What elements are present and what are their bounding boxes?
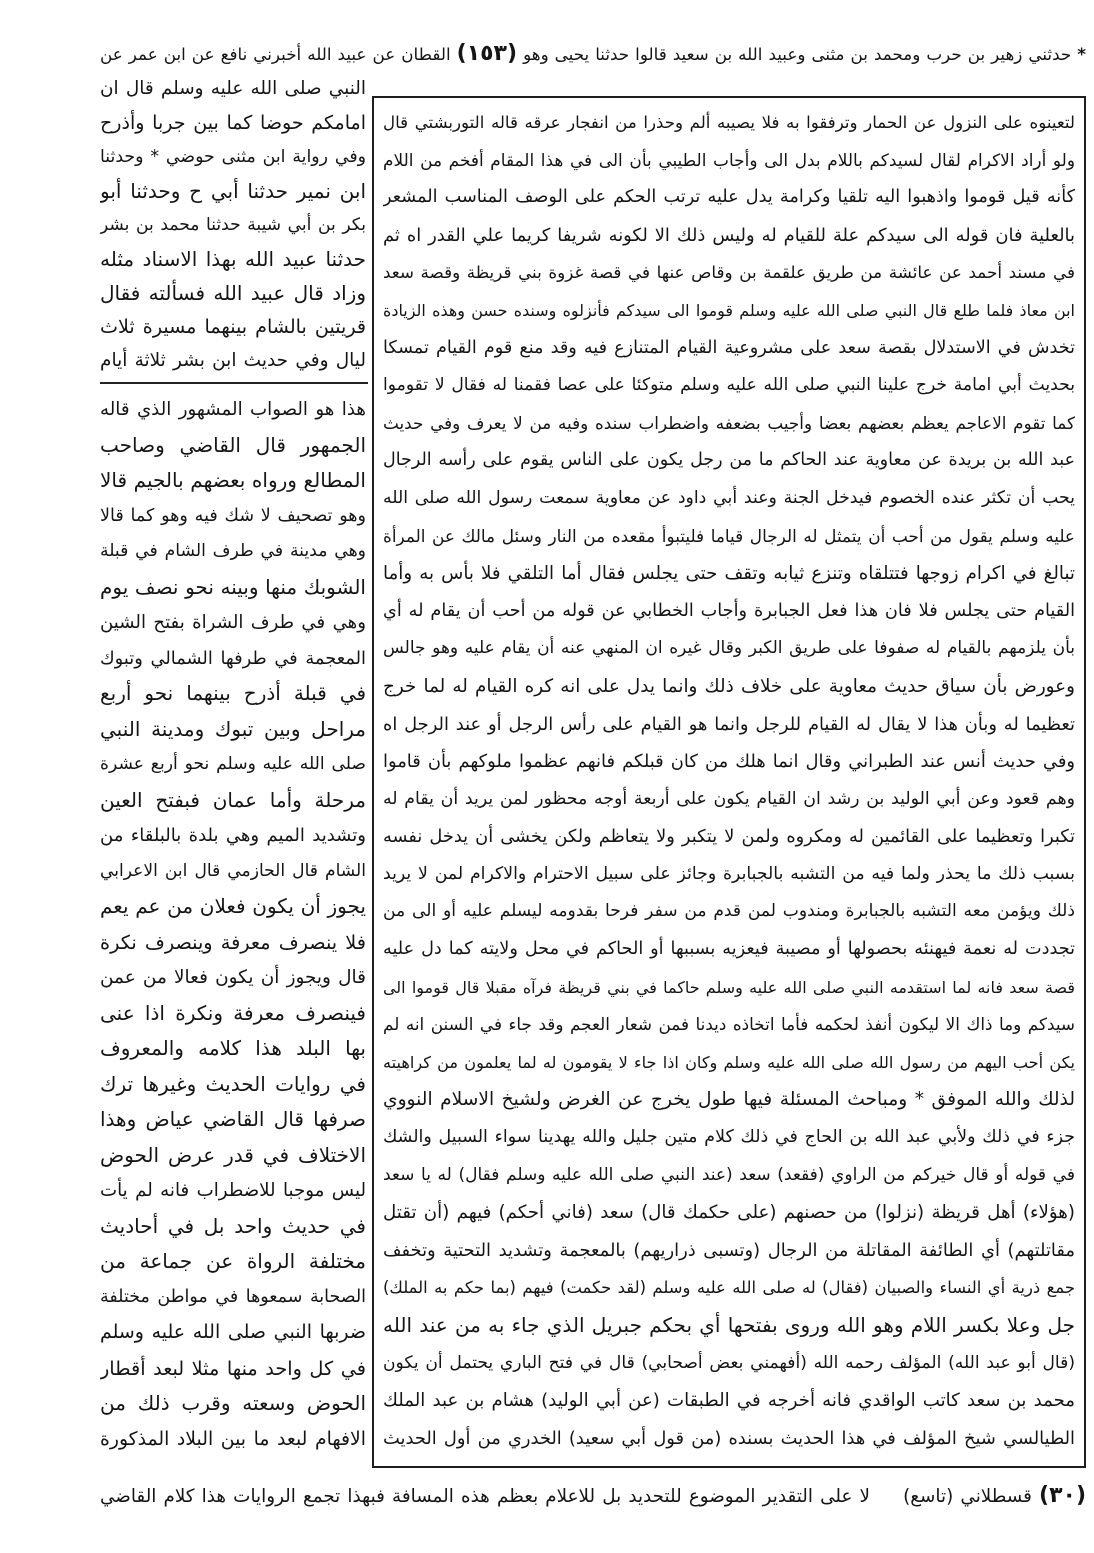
nawawi-commentary-line	[100, 747, 366, 783]
main-commentary-line-text: جمع ذرية أي النساء والصبيان (فقال) له صلى الله عليه وسلم (لقد حكمت) فيهم (بما حكم به الملك)	[383, 1278, 1075, 1298]
muslim-text-line	[100, 208, 366, 242]
nawawi-commentary-line-text: وهو تصحيف لا شك فيه وهو كما قالا	[100, 505, 366, 526]
muslim-text-line-text: بكر بن أبي شيبة حدثنا محمد بن بشر	[100, 215, 366, 235]
main-commentary-line	[383, 818, 1075, 856]
main-commentary-line	[383, 1157, 1075, 1195]
main-commentary-line	[383, 518, 1075, 556]
nawawi-commentary-line	[100, 1386, 366, 1422]
main-commentary-line	[383, 217, 1075, 255]
main-commentary-line-text: القيام حتى يجلس فلا فان هذا فعل الجبابرة وأجاب الخطابي عن قوله من أحب أن يقام له أي	[383, 600, 1075, 621]
muslim-text-line	[100, 106, 366, 140]
muslim-text-line	[100, 140, 366, 174]
nawawi-commentary-line-text: ضربها النبي صلى الله عليه وسلم	[100, 1321, 366, 1343]
main-commentary-line-text: (قال أبو عبد الله) المؤلف رحمه الله (أفهمني بعض أصحابي) قال في فتح الباري يحتمل أن يكون	[383, 1352, 1075, 1373]
main-commentary-line-text: جزء في ذلك ولأبي عبد الله بن الحاج في ذلك كلام متين جليل والله يهدينا سواء السبيل والشك	[383, 1127, 1075, 1148]
nawawi-commentary-line	[100, 1031, 366, 1067]
signature-name: قسطلاني	[960, 1486, 1032, 1507]
nawawi-commentary-line	[100, 889, 366, 925]
main-commentary-line-text: بحديث أبي امامة خرج علينا النبي صلى الله عليه وسلم متوكئا على عصا فقمنا له فقال لا تقوموا	[383, 375, 1075, 396]
muslim-text-line	[100, 344, 366, 378]
page-footer-content	[100, 1483, 1086, 1508]
signature-number: (٣٠)	[1039, 1483, 1086, 1508]
nawawi-commentary-block	[100, 392, 366, 1457]
muslim-text-line-text: حدثنا عبيد الله بهذا الاسناد مثله	[100, 247, 366, 271]
left-column-divider	[100, 382, 368, 384]
nawawi-commentary-line	[100, 960, 366, 996]
main-commentary-line-text: تخدش في الاستدلال بقصة سعد على مشروعية القيام المتنازع فيه وقد منع قوم القيام تمسكا	[383, 337, 1075, 358]
main-commentary-line-text: لتعينوه على النزول عن الحمار وترفقوا به فلا يصيبه ألم وحذرا من انفجار عرقه قاله التوربشتي قال	[383, 113, 1075, 132]
page-header-content	[100, 41, 1086, 66]
nawawi-commentary-line-text: في قبلة أذرح بينهما نحو أربع	[100, 681, 366, 705]
nawawi-commentary-line	[100, 1422, 366, 1458]
main-commentary-line	[383, 292, 1075, 330]
nawawi-commentary-line	[100, 1280, 366, 1316]
nawawi-commentary-line	[100, 641, 366, 677]
main-commentary-line-text: جل وعلا بكسر اللام وهو الله وروى بفتحها أي بحكم جبريل الذي جاء به من عند الله	[383, 1313, 1075, 1337]
nawawi-commentary-line-text: الافهام لبعد ما بين البلاد المذكورة	[100, 1428, 366, 1450]
main-commentary-line-text: لذلك والله الموفق * ومباحث المسئلة فيها طول يخرج عن الغرض ولشيخ الاسلام النووي	[383, 1089, 1075, 1111]
main-commentary-line	[383, 1006, 1075, 1044]
nawawi-commentary-line	[100, 818, 366, 854]
main-commentary-line	[383, 1345, 1075, 1383]
nawawi-commentary-line-text: المطالع ورواه بعضهم بالجيم قالا	[100, 468, 366, 492]
nawawi-commentary-line	[100, 1067, 366, 1103]
main-commentary-line	[383, 442, 1075, 480]
nawawi-commentary-line-text: المعجمة في طرفها الشمالي وتبوك	[100, 647, 366, 669]
page-number: (١٥٣)	[456, 41, 518, 66]
muslim-text-line	[100, 72, 366, 106]
muslim-text-line-text: امامكم حوضا كما بين جربا وأذرح	[100, 112, 366, 134]
nawawi-commentary-line-text: الصحابة سمعوها في مواطن مختلفة	[100, 1286, 366, 1307]
main-commentary-line-text: مقاتلتهم) أي الطائفة المقاتلة من الرجال (وتسبى ذراريهم) بالمعجمة وتشديد التحتية وتخفف	[383, 1239, 1075, 1261]
main-commentary-line-text: سيدكم وما ذاك الا ليكون أنفذ لحكمه فأما اتخاذه ديدنا فمن شعار العجم وقد جاء في السنن انه لم	[383, 1014, 1075, 1035]
main-commentary-line-text: تكبرا وتعظيما على القائمين له ومكروه ولمن لا يتكبر ولا يتعاظم ولكن يخشى أن يدخل نفسه	[383, 826, 1075, 848]
nawawi-commentary-line	[100, 463, 366, 499]
nawawi-commentary-line-text: بها البلد هذا كلامه والمعروف	[100, 1036, 366, 1060]
main-commentary-line	[383, 893, 1075, 931]
nawawi-commentary-line-text: في كل واحد منها مثلا لبعد أقطار	[100, 1356, 366, 1380]
main-commentary-line	[383, 668, 1075, 706]
muslim-text-line-text: ليال وفي حديث ابن بشر ثلاثة أيام	[100, 350, 366, 371]
nawawi-commentary-line-text: الحوض وسعته وقرب ذلك من	[100, 1391, 366, 1415]
footer-text: لا على التقدير الموضوع للتحديد بل للاعلام بعظم هذه المسافة فبهذا تجمع الروايات هذا كلام القاضي	[100, 1486, 870, 1507]
main-commentary-line	[383, 254, 1075, 292]
main-commentary-line	[383, 856, 1075, 894]
muslim-text-line	[100, 310, 366, 344]
main-commentary-line-text: في مسند أحمد عن عائشة من طريق علقمة بن وقاص عنها في قصة غزوة بني قريظة وقصة سعد	[383, 262, 1075, 283]
nawawi-commentary-line	[100, 1315, 366, 1351]
muslim-text-line-text: وزاد قال عبيد الله فسألته فقال	[100, 281, 366, 305]
main-commentary-line-text: وعورض بأن سياق حديث معاوية على خلاف ذلك وانما يدل على انه كره القيام له لما خرج	[383, 675, 1075, 697]
nawawi-commentary-line-text: الشوبك منها وبينه نحو نصف يوم	[100, 574, 366, 599]
volume-label: (تاسع)	[903, 1486, 954, 1507]
nawawi-commentary-line-text: مختلفة الرواة عن جماعة من	[100, 1249, 366, 1273]
main-commentary-line-text: كما تقوم الاعاجم يعظم بعضهم بعضا وأجيب بضعفه واضطراب سنده وفيه من لا يعرف وفي حديث	[383, 412, 1075, 433]
nawawi-commentary-line-text: الاختلاف في قدر عرض الحوض	[100, 1142, 366, 1167]
main-commentary-box	[372, 96, 1086, 1468]
nawawi-commentary-line	[100, 712, 366, 748]
main-commentary-line	[383, 179, 1075, 217]
nawawi-commentary-line	[100, 1138, 366, 1174]
nawawi-commentary-line-text: الجمهور قال القاضي وصاحب	[100, 432, 366, 457]
nawawi-commentary-line	[100, 783, 366, 819]
nawawi-commentary-line-text: وتشديد الميم وهي بلدة بالبلقاء من	[100, 825, 366, 846]
main-commentary-line	[383, 743, 1075, 781]
nawawi-commentary-line	[100, 499, 366, 535]
nawawi-commentary-line-text: فلا ينصرف معرفة وينصرف نكرة	[100, 930, 366, 954]
nawawi-commentary-line	[100, 854, 366, 890]
main-commentary-line	[383, 330, 1075, 368]
nawawi-commentary-line	[100, 1173, 366, 1209]
header-text-left: القطان عن عبيد الله أخبرني نافع عن ابن عمر عن	[100, 44, 451, 64]
main-commentary-line	[383, 969, 1075, 1007]
muslim-text-line-text: ابن نمير حدثنا أبي ح وحدثنا أبو	[100, 179, 366, 203]
main-commentary-line	[383, 1119, 1075, 1157]
nawawi-commentary-line-text: مراحل وبين تبوك ومدينة النبي	[100, 716, 366, 741]
main-commentary-line-text: يكن أحب اليهم من رسول الله صلى الله عليه وسلم وكان اذا جاء لا يقومون له لما يعلمون من كراهيته	[383, 1052, 1075, 1072]
main-commentary-line-text: تجددت له نعمة فيهنئه بحصولها أو مصيبة فيعزيه بسببها أو الحاكم في محل ولايته كما دل عليه	[383, 939, 1075, 960]
header-text-right: حدثني زهير بن حرب ومحمد بن مثنى وعبيد الله بن سعيد قالوا حدثنا يحيى وهو	[523, 44, 1072, 64]
main-commentary-line	[383, 630, 1075, 668]
nawawi-commentary-line-text: مرحلة وأما عمان فبفتح العين	[100, 787, 366, 812]
muslim-text-line	[100, 242, 366, 276]
nawawi-commentary-line-text: ليس موجبا للاضطراب فانه لم يأت	[100, 1180, 366, 1201]
main-commentary-line-text: تعظيما له وبأن هذا لا يقال له القيام للرجل وانما هو القيام على رأس الرجل أو عند الرجل اه	[383, 713, 1075, 735]
main-commentary-line-text: ابن معاذ فلما طلع قال النبي صلى الله عليه وسلم قوموا الى سيدكم فأنزلوه وسنده حسن وهذه الزيادة	[383, 300, 1075, 320]
nawawi-commentary-line	[100, 1209, 366, 1245]
main-commentary-line-text: قصة سعد فانه لما استقدمه النبي صلى الله عليه وسلم حاكما في بني قريظة فرآه مقبلا قال قوموا الى	[383, 977, 1075, 997]
muslim-text-line-text: وفي رواية ابن مثنى حوضي * وحدثنا	[100, 147, 366, 167]
nawawi-commentary-line	[100, 605, 366, 641]
nawawi-commentary-line	[100, 1351, 366, 1387]
main-commentary-line-text: وهم قعود وعن أبي الوليد بن رشد ان القيام يكون على أربعة أوجه محظور لمن يريد أن يقام له	[383, 788, 1075, 809]
muslim-text-line	[100, 276, 366, 310]
nawawi-commentary-line-text: وهي في طرف الشراة بفتح الشين	[100, 612, 366, 633]
main-commentary-line	[383, 480, 1075, 518]
nawawi-commentary-line-text: الشام قال الحازمي قال ابن الاعرابي	[100, 860, 366, 881]
main-commentary-line	[383, 1232, 1075, 1270]
main-commentary-line	[383, 367, 1075, 405]
nawawi-commentary-line-text: صلى الله عليه وسلم نحو أربع عشرة	[100, 754, 366, 774]
muslim-text-block	[100, 72, 366, 378]
nawawi-commentary-line-text: فينصرف معرفة ونكرة اذا عنى	[100, 1000, 366, 1025]
main-commentary-line-text: بسبب ذلك ما يحذر ولما فيه من التشبه بالجبابرة وجائز على سبيل الاحترام والاكرام لمن لا يريد	[383, 863, 1075, 884]
main-commentary-line	[383, 405, 1075, 443]
nawawi-commentary-line	[100, 428, 366, 464]
main-commentary-line	[383, 706, 1075, 744]
nawawi-commentary-line	[100, 996, 366, 1032]
nawawi-commentary-line	[100, 534, 366, 570]
main-commentary-line-text: عليه وسلم يقول من أحب أن يتمثل له الرجال قياما فليتبوأ مقعده من النار وسئل مالك عن المرأة	[383, 525, 1075, 546]
main-commentary-line-text: بأن يلزمهم بالقيام له صفوفا على طريق الكبر وقال غيره ان المنهي عنه أن يقام عليه وهو جالس	[383, 638, 1075, 659]
nawawi-commentary-line-text: صرفها قال القاضي عياض وهذا	[100, 1107, 366, 1131]
main-commentary-line-text: بالعلية فان قوله الى سيدكم علة للقيام له وليس ذلك الا لكونه شريفا كريما علي القدر اه ثم	[383, 224, 1075, 246]
main-commentary-line-text: يحب أن تكثر عنده الخصوم فيدخل الجنة وعند أبي داود عن معاوية سمعت رسول الله صلى الله	[383, 487, 1075, 508]
main-commentary-line	[383, 1420, 1075, 1458]
main-commentary-line-text: (هؤلاء) أهل قريظة (نزلوا) من حصنهم (على حكمك قال) سعد (فاني أحكم) فيهم (أن تقتل	[383, 1202, 1075, 1224]
main-commentary-line	[383, 555, 1075, 593]
main-commentary-line	[383, 142, 1075, 180]
nawawi-commentary-line	[100, 570, 366, 606]
page-header	[100, 36, 1086, 72]
muslim-text-line-text: النبي صلى الله عليه وسلم قال ان	[100, 78, 366, 99]
main-commentary-line-text: ولو أراد الاكرام لقال لسيدكم باللام بدل الى وأجاب الطيبي بأن الى في هذا المقام أفخم من اللام	[383, 149, 1075, 170]
main-commentary-line-text: عبد الله بن بريدة عن معاوية عند الحاكم ما من رجل يكون على الناس يقوم على رأسه الرجال	[383, 450, 1075, 471]
main-commentary-line	[383, 1081, 1075, 1119]
nawawi-commentary-line	[100, 1102, 366, 1138]
nawawi-commentary-line-text: وهي مدينة في طرف الشام في قبلة	[100, 541, 366, 561]
nawawi-commentary-line-text: هذا هو الصواب المشهور الذي قاله	[100, 399, 366, 420]
header-asterisk-marker: *	[1077, 44, 1086, 64]
nawawi-commentary-line	[100, 925, 366, 961]
main-commentary-line	[383, 1194, 1075, 1232]
main-commentary-line-text: تبالغ في اكرام زوجها فتتلقاه وتنزع ثيابه وتقف حتى يجلس فقال أما التلقي فلا بأس به وأما	[383, 563, 1075, 585]
nawawi-commentary-line-text: يجوز أن يكون فعلان من عم يعم	[100, 894, 366, 918]
nawawi-commentary-line-text: في روايات الحديث وغيرها ترك	[100, 1071, 366, 1096]
nawawi-commentary-line	[100, 676, 366, 712]
main-commentary-line-text: وفي حديث أنس عند الطبراني وقال انما هلك من كان قبلكم فانهم عظموا ملوكهم بأن قاموا	[383, 751, 1075, 773]
nawawi-commentary-line-text: قال ويجوز أن يكون فعالا من عمن	[100, 967, 366, 988]
muslim-text-line-text: قريتين بالشام بينهما مسيرة ثلاث	[100, 315, 366, 338]
main-commentary-line-text: محمد بن سعد كاتب الواقدي فانه أخرجه في الطبقات (عن أبي الوليد) هشام بن عبد الملك	[383, 1390, 1075, 1412]
muslim-text-line	[100, 174, 366, 208]
main-commentary-line	[383, 1044, 1075, 1082]
main-commentary-line-text: في قوله أو قال خيركم من الراوي (فقعد) سعد (عند النبي صلى الله عليه وسلم فقال) له يا سعد	[383, 1164, 1075, 1185]
main-commentary-line-text: الطيالسي شيخ المؤلف في هذا الحديث بسنده (من قول أبي سعيد) الخدري من أول الحديث	[383, 1427, 1075, 1449]
nawawi-commentary-line	[100, 392, 366, 428]
main-commentary-line	[383, 781, 1075, 819]
main-commentary-line	[383, 931, 1075, 969]
nawawi-commentary-line	[100, 1244, 366, 1280]
main-commentary-line	[383, 104, 1075, 142]
main-commentary-line	[383, 1382, 1075, 1420]
main-commentary-line	[383, 593, 1075, 631]
main-commentary-line-text: ذلك ويؤمن معه التشبه بالجبابرة ومندوب لمن قدم من سفر فرحا بقدومه ليسلم عليه أو الى من	[383, 901, 1075, 922]
main-commentary-line	[383, 1269, 1075, 1307]
nawawi-commentary-line-text: في حديث واحد بل في أحاديث	[100, 1213, 366, 1238]
page-footer	[100, 1478, 1086, 1514]
main-commentary-line-text: كأنه قيل قوموا واذهبوا اليه تلقيا وكرامة يدل عليه ترتب الحكم على الوصف المناسب المشعر	[383, 187, 1075, 208]
main-commentary-line	[383, 1307, 1075, 1345]
